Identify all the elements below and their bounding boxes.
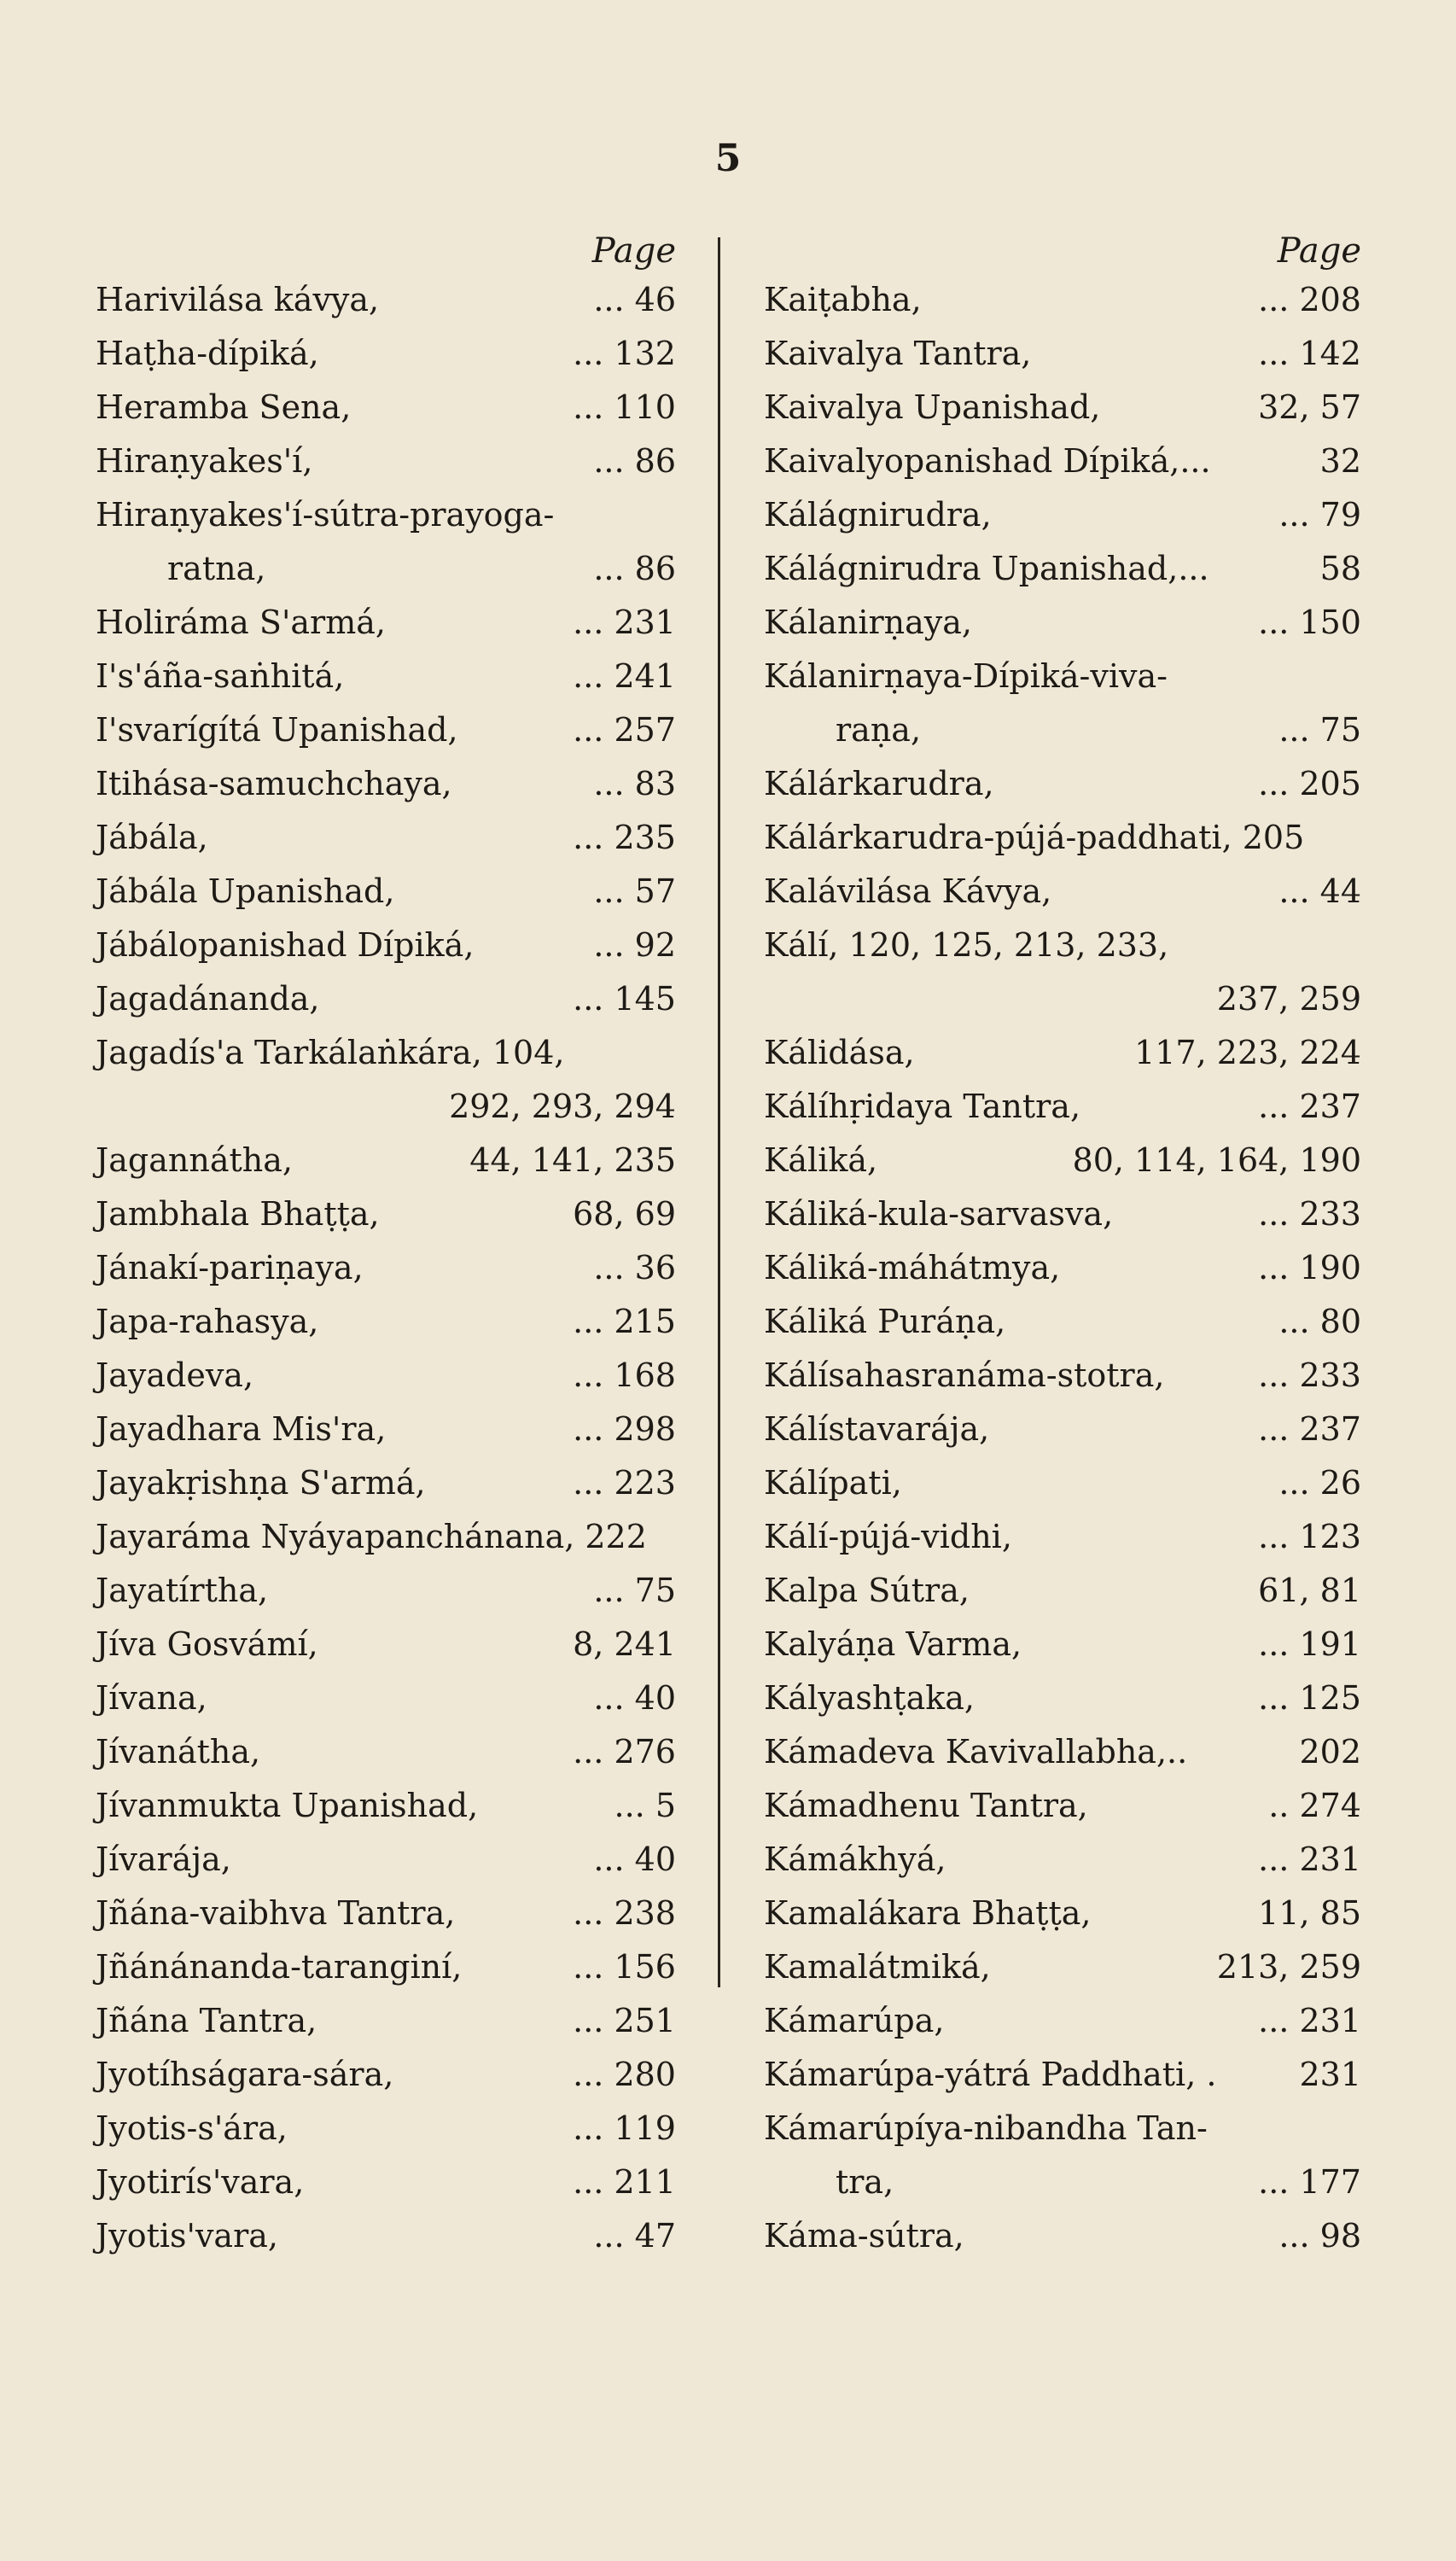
entry-page: ... 233 bbox=[1258, 1195, 1361, 1233]
index-entry bbox=[764, 811, 1361, 865]
index-entry bbox=[764, 596, 1361, 650]
entry-page: ... 75 bbox=[593, 1572, 676, 1609]
entry-title: Hiraṇyakes'í-sútra-prayoga- bbox=[96, 496, 555, 534]
entry-title: Jábála, bbox=[96, 819, 208, 856]
index-entry bbox=[96, 1134, 676, 1187]
entry-page: 231 bbox=[1299, 2056, 1361, 2093]
index-entry bbox=[764, 381, 1361, 435]
entry-page: ... 208 bbox=[1258, 281, 1361, 318]
index-entry bbox=[96, 1994, 676, 2048]
entry-title: Jagannátha, bbox=[96, 1141, 293, 1179]
index-entry bbox=[96, 1510, 676, 1564]
entry-page: ... 47 bbox=[593, 2217, 676, 2255]
right-page-header: Page bbox=[1277, 231, 1361, 271]
index-entry bbox=[764, 650, 1361, 703]
index-entry bbox=[764, 1940, 1361, 1994]
entry-page: ... 83 bbox=[593, 765, 676, 802]
index-entry bbox=[764, 1887, 1361, 1940]
entry-title: Jyotirís'vara, bbox=[96, 2163, 305, 2201]
entry-page: ... 125 bbox=[1258, 1679, 1361, 1717]
entry-page: ... 298 bbox=[573, 1410, 676, 1448]
entry-page: ... 168 bbox=[573, 1356, 676, 1394]
entry-page: 237, 259 bbox=[1216, 980, 1361, 1018]
index-entry bbox=[96, 919, 676, 972]
index-entry bbox=[764, 1779, 1361, 1833]
left-entries bbox=[96, 273, 676, 2263]
index-entry bbox=[96, 1080, 676, 1134]
entry-page: ... 205 bbox=[1258, 765, 1361, 802]
entry-page: 213, 259 bbox=[1216, 1948, 1361, 1986]
entry-title: Jayakṛishṇa S'armá, bbox=[96, 1464, 426, 1502]
entry-title: Kálágnirudra, bbox=[764, 496, 992, 534]
entry-title: Kámadeva Kavivallabha,.. bbox=[764, 1733, 1188, 1771]
entry-page: ... 80 bbox=[1278, 1303, 1361, 1340]
entry-title: Jívanmukta Upanishad, bbox=[96, 1787, 479, 1824]
entry-title: Jábálopanishad Dípiká, bbox=[96, 926, 475, 964]
index-entry bbox=[96, 1026, 676, 1080]
entry-page: ... 110 bbox=[573, 388, 676, 426]
index-entry bbox=[96, 596, 676, 650]
entry-title: Jñána-vaibhva Tantra, bbox=[96, 1894, 456, 1932]
entry-page: ... 191 bbox=[1258, 1625, 1361, 1663]
entry-title: raṇa, bbox=[836, 711, 922, 749]
entry-page: ... 177 bbox=[1258, 2163, 1361, 2201]
index-entry bbox=[96, 1349, 676, 1403]
index-entry bbox=[764, 1833, 1361, 1887]
entry-page: ... 280 bbox=[573, 2056, 676, 2093]
index-entry bbox=[764, 1241, 1361, 1295]
entry-page: ... 57 bbox=[593, 872, 676, 910]
entry-page: ... 190 bbox=[1258, 1249, 1361, 1286]
index-entry bbox=[96, 972, 676, 1026]
entry-title: tra, bbox=[836, 2163, 894, 2201]
entry-title: Kálístavarája, bbox=[764, 1410, 990, 1448]
entry-page: 61, 81 bbox=[1258, 1572, 1361, 1609]
index-entry bbox=[764, 1295, 1361, 1349]
entry-page: ... 119 bbox=[573, 2109, 676, 2147]
index-entry bbox=[764, 542, 1361, 596]
entry-title: Jábála Upanishad, bbox=[96, 872, 395, 910]
index-entry bbox=[764, 2102, 1361, 2156]
index-entry bbox=[764, 1618, 1361, 1671]
entry-page: ... 156 bbox=[573, 1948, 676, 1986]
entry-page: 202 bbox=[1299, 1733, 1361, 1771]
entry-title: Kamalátmiká, bbox=[764, 1948, 991, 1986]
entry-title: Japa-rahasya, bbox=[96, 1303, 319, 1340]
entry-page: ... 276 bbox=[573, 1733, 676, 1771]
entry-title: Harivilása kávya, bbox=[96, 281, 380, 318]
index-entry bbox=[764, 919, 1361, 972]
entry-title: Káma-sútra, bbox=[764, 2217, 964, 2255]
index-entry bbox=[96, 1295, 676, 1349]
entry-title: Kálanirṇaya-Dípiká-viva- bbox=[764, 657, 1168, 695]
index-entry bbox=[96, 703, 676, 757]
entry-title: Holiráma S'armá, bbox=[96, 604, 386, 641]
entry-page: ... 251 bbox=[573, 2002, 676, 2039]
entry-page: ... 92 bbox=[593, 926, 676, 964]
entry-page: 32, 57 bbox=[1258, 388, 1361, 426]
entry-title: Kályashṭaka, bbox=[764, 1679, 975, 1717]
entry-title: ratna, bbox=[167, 550, 266, 587]
entry-title: Kálí, 120, 125, 213, 233, bbox=[764, 926, 1169, 964]
index-entry bbox=[764, 1403, 1361, 1456]
entry-title: Kámadhenu Tantra, bbox=[764, 1787, 1088, 1824]
entry-title: Haṭha-dípiká, bbox=[96, 335, 319, 372]
entry-title: Kálanirṇaya, bbox=[764, 604, 972, 641]
entry-title: Káliká-máhátmya, bbox=[764, 1249, 1061, 1286]
entry-title: Káliká-kula-sarvasva, bbox=[764, 1195, 1114, 1233]
index-entry bbox=[96, 1940, 676, 1994]
entry-title: Kámákhyá, bbox=[764, 1841, 946, 1878]
entry-page: ... 132 bbox=[573, 335, 676, 372]
index-entry bbox=[96, 327, 676, 381]
index-entry bbox=[764, 488, 1361, 542]
entry-page: ... 231 bbox=[1258, 2002, 1361, 2039]
page-number: 5 bbox=[714, 137, 742, 180]
entry-title: Jyotis-s'ára, bbox=[96, 2109, 288, 2147]
entry-title: Kálípati, bbox=[764, 1464, 902, 1502]
entry-title: Heramba Sena, bbox=[96, 388, 352, 426]
entry-page: ... 5 bbox=[614, 1787, 676, 1824]
index-entry bbox=[764, 1349, 1361, 1403]
entry-page: 11, 85 bbox=[1258, 1894, 1361, 1932]
entry-title: Kálí-pújá-vidhi, bbox=[764, 1518, 1012, 1555]
index-entry bbox=[764, 1134, 1361, 1187]
index-entry bbox=[96, 865, 676, 919]
entry-title: Jyotíhságara-sára, bbox=[96, 2056, 394, 2093]
entry-title: Kálárkarudra, bbox=[764, 765, 994, 802]
entry-title: Kalpa Sútra, bbox=[764, 1572, 970, 1609]
index-entry bbox=[96, 381, 676, 435]
entry-title: Kaivalya Tantra, bbox=[764, 335, 1032, 372]
entry-page: ... 86 bbox=[593, 442, 676, 480]
index-entry bbox=[96, 2048, 676, 2102]
index-entry bbox=[96, 1456, 676, 1510]
index-entry bbox=[764, 2209, 1361, 2263]
index-entry bbox=[96, 757, 676, 811]
entry-title: Jánakí-pariṇaya, bbox=[96, 1249, 364, 1286]
index-entry bbox=[764, 1564, 1361, 1618]
index-entry bbox=[764, 1080, 1361, 1134]
entry-title: Jíva Gosvámí, bbox=[96, 1625, 318, 1663]
entry-title: Kálíhṛidaya Tantra, bbox=[764, 1088, 1081, 1125]
entry-title: Káliká, bbox=[764, 1141, 878, 1179]
index-entry bbox=[96, 650, 676, 703]
entry-title: Kalyáṇa Varma, bbox=[764, 1625, 1022, 1663]
entry-page: ... 233 bbox=[1258, 1356, 1361, 1394]
entry-title: Jayatírtha, bbox=[96, 1572, 269, 1609]
entry-page: 117, 223, 224 bbox=[1134, 1034, 1361, 1071]
index-entry bbox=[96, 1725, 676, 1779]
entry-page: ... 26 bbox=[1278, 1464, 1361, 1502]
index-entry bbox=[764, 865, 1361, 919]
entry-title: Kálidása, bbox=[764, 1034, 915, 1071]
index-entry bbox=[96, 488, 676, 542]
entry-page: .. 274 bbox=[1268, 1787, 1361, 1824]
index-entry bbox=[764, 757, 1361, 811]
index-entry bbox=[96, 1833, 676, 1887]
index-entry bbox=[96, 1618, 676, 1671]
entry-page: ... 46 bbox=[593, 281, 676, 318]
entry-page: 292, 293, 294 bbox=[449, 1088, 676, 1125]
index-entry bbox=[764, 972, 1361, 1026]
entry-title: Kámarúpa, bbox=[764, 2002, 945, 2039]
index-entry bbox=[96, 1564, 676, 1618]
index-entry bbox=[764, 1187, 1361, 1241]
entry-title: Hiraṇyakes'í, bbox=[96, 442, 313, 480]
index-entry bbox=[96, 435, 676, 488]
entry-title: I's'áña-saṅhitá, bbox=[96, 657, 345, 695]
index-entry bbox=[764, 435, 1361, 488]
entry-title: Kaivalyopanishad Dípiká,... bbox=[764, 442, 1211, 480]
entry-title: Kálárkarudra-pújá-paddhati, 205 bbox=[764, 819, 1305, 856]
column-divider bbox=[718, 237, 720, 1987]
entry-page: ... 257 bbox=[573, 711, 676, 749]
entry-page: ... 241 bbox=[573, 657, 676, 695]
entry-title: Jívana, bbox=[96, 1679, 207, 1717]
entry-page: ... 237 bbox=[1258, 1410, 1361, 1448]
index-entry bbox=[764, 2048, 1361, 2102]
entry-page: ... 79 bbox=[1278, 496, 1361, 534]
entry-page: ... 235 bbox=[573, 819, 676, 856]
index-entry bbox=[96, 2209, 676, 2263]
entry-title: Jívanátha, bbox=[96, 1733, 261, 1771]
entry-page: 58 bbox=[1319, 550, 1361, 587]
entry-page: ... 123 bbox=[1258, 1518, 1361, 1555]
index-entry bbox=[96, 1187, 676, 1241]
entry-page: ... 231 bbox=[573, 604, 676, 641]
entry-title: Kálágnirudra Upanishad,... bbox=[764, 550, 1209, 587]
index-entry bbox=[764, 1725, 1361, 1779]
entry-title: Káliká Puráṇa, bbox=[764, 1303, 1006, 1340]
entry-page: 44, 141, 235 bbox=[469, 1141, 676, 1179]
index-entry bbox=[764, 1510, 1361, 1564]
entry-title: Kámarúpíya-nibandha Tan- bbox=[764, 2109, 1208, 2147]
entry-page: ... 142 bbox=[1258, 335, 1361, 372]
entry-page: ... 44 bbox=[1278, 872, 1361, 910]
entry-page: 8, 241 bbox=[573, 1625, 676, 1663]
index-entry bbox=[96, 2156, 676, 2209]
index-entry bbox=[764, 1994, 1361, 2048]
entry-title: Jayadhara Mis'ra, bbox=[96, 1410, 387, 1448]
entry-page: ... 98 bbox=[1278, 2217, 1361, 2255]
entry-title: Jñánánanda-taranginí, bbox=[96, 1948, 463, 1986]
entry-page: ... 231 bbox=[1258, 1841, 1361, 1878]
index-entry bbox=[764, 273, 1361, 327]
entry-page: ... 40 bbox=[593, 1841, 676, 1878]
entry-title: Jayadeva, bbox=[96, 1356, 254, 1394]
index-entry bbox=[96, 1241, 676, 1295]
index-entry bbox=[764, 1671, 1361, 1725]
right-entries bbox=[764, 273, 1361, 2263]
entry-title: I'svarígítá Upanishad, bbox=[96, 711, 458, 749]
entry-page: 32 bbox=[1319, 442, 1361, 480]
index-entry bbox=[764, 327, 1361, 381]
entry-title: Jyotis'vara, bbox=[96, 2217, 278, 2255]
entry-title: Kamalákara Bhaṭṭa, bbox=[764, 1894, 1092, 1932]
entry-title: Jagadís'a Tarkálaṅkára, 104, bbox=[96, 1034, 565, 1071]
entry-page: ... 237 bbox=[1258, 1088, 1361, 1125]
right-index-column bbox=[764, 229, 1361, 2263]
entry-page: ... 145 bbox=[573, 980, 676, 1018]
entry-page: ... 211 bbox=[573, 2163, 676, 2201]
entry-title: Kaivalya Upanishad, bbox=[764, 388, 1101, 426]
entry-title: Kalávilása Kávya, bbox=[764, 872, 1052, 910]
entry-page: ... 238 bbox=[573, 1894, 676, 1932]
entry-page: ... 36 bbox=[593, 1249, 676, 1286]
entry-page: 68, 69 bbox=[573, 1195, 676, 1233]
index-entry bbox=[764, 703, 1361, 757]
entry-title: Kámarúpa-yátrá Paddhati, . bbox=[764, 2056, 1217, 2093]
entry-title: Jagadánanda, bbox=[96, 980, 320, 1018]
entry-page: ... 75 bbox=[1278, 711, 1361, 749]
index-entry bbox=[96, 1887, 676, 1940]
entry-title: Kaiṭabha, bbox=[764, 281, 922, 318]
index-entry bbox=[96, 273, 676, 327]
entry-page: ... 40 bbox=[593, 1679, 676, 1717]
entry-page: ... 215 bbox=[573, 1303, 676, 1340]
index-entry bbox=[96, 2102, 676, 2156]
entry-title: Jambhala Bhaṭṭa, bbox=[96, 1195, 380, 1233]
index-entry bbox=[764, 2156, 1361, 2209]
entry-page: ... 223 bbox=[573, 1464, 676, 1502]
entry-page: ... 150 bbox=[1258, 604, 1361, 641]
index-entry bbox=[764, 1026, 1361, 1080]
entry-title: Jayaráma Nyáyapanchánana, 222 bbox=[96, 1518, 647, 1555]
index-entry bbox=[764, 1456, 1361, 1510]
left-page-header: Page bbox=[591, 231, 676, 271]
index-entry bbox=[96, 1779, 676, 1833]
index-entry bbox=[96, 1403, 676, 1456]
entry-title: Jívarája, bbox=[96, 1841, 231, 1878]
entry-title: Itihása-samuchchaya, bbox=[96, 765, 452, 802]
index-entry bbox=[96, 542, 676, 596]
left-index-column bbox=[96, 229, 676, 2263]
entry-page: 80, 114, 164, 190 bbox=[1072, 1141, 1361, 1179]
index-entry bbox=[96, 1671, 676, 1725]
entry-title: Jñána Tantra, bbox=[96, 2002, 317, 2039]
index-entry bbox=[96, 811, 676, 865]
entry-title: Kálísahasranáma-stotra, bbox=[764, 1356, 1165, 1394]
entry-page: ... 86 bbox=[593, 550, 676, 587]
